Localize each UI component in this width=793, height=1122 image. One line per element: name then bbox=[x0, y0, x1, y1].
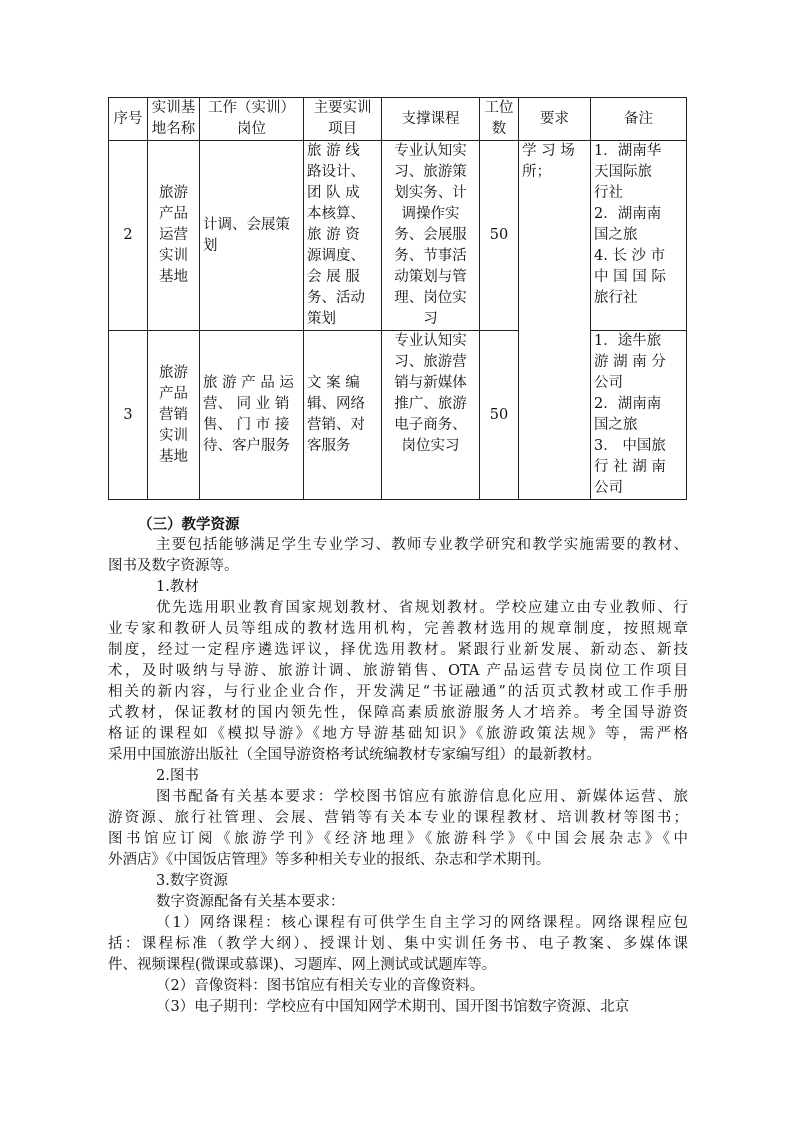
digital-item-3: （3）电子期刊：学校应有中国知网学术期刊、国开图书馆数字资源、北京 bbox=[156, 999, 630, 1015]
column-header bbox=[200, 98, 304, 141]
base-name-cell bbox=[148, 141, 200, 331]
training-base-table bbox=[108, 97, 687, 500]
table-row bbox=[109, 141, 687, 331]
cell-text-line: 营销、对 bbox=[307, 417, 365, 433]
cell-text-line: 计调、会展策 bbox=[203, 216, 290, 233]
cell-text-line: 动策划与管 bbox=[394, 269, 467, 285]
cell-text-line: 旅 游 产 品 运 bbox=[203, 375, 294, 391]
cell-text-line: 划实务、计 bbox=[394, 185, 467, 201]
cell-text-line: 理、岗位实 bbox=[394, 290, 467, 306]
cell-text-line: 基地 bbox=[159, 269, 188, 285]
column-header-text: 岗位 bbox=[237, 121, 266, 137]
note-cell bbox=[591, 141, 687, 331]
column-header-text: 支撑课程 bbox=[401, 110, 460, 127]
cell-text-line: 旅游 bbox=[159, 185, 188, 201]
cell-text-line: 辑、网络 bbox=[307, 396, 365, 412]
teaching-resources-section bbox=[108, 514, 688, 1018]
cell-text-line: 客服务 bbox=[307, 438, 351, 454]
column-header bbox=[591, 98, 687, 141]
books-paragraph bbox=[108, 787, 688, 871]
cell-text-line: 文 案 编 bbox=[307, 375, 360, 391]
paragraph-line: 图书及数字资源等。 bbox=[108, 558, 239, 574]
digital-item-2: （2）音像资料：图书馆应有相关专业的音像资料。 bbox=[156, 978, 485, 994]
column-header-text: 实训基 bbox=[151, 100, 196, 116]
cell-text-line: 公司 bbox=[594, 480, 623, 496]
column-header-text: 要求 bbox=[540, 110, 569, 127]
column-header-text: 项目 bbox=[328, 121, 357, 137]
cell-text-line: 销与新媒体 bbox=[394, 375, 467, 391]
cell-text-line: 待、客户服务 bbox=[203, 438, 290, 454]
cell-text-line: 习、旅游营 bbox=[394, 354, 467, 370]
paragraph-line: 优先选用职业教育国家规划教材、省规划教材。学校应建立由专业教师、行 bbox=[156, 600, 688, 616]
seat-count: 50 bbox=[480, 331, 519, 500]
cell-text-line: 习 bbox=[423, 311, 438, 327]
paragraph-line: 术，及时吸纳与导游、旅游计调、旅游销售、OTA 产品运营专员岗位工作项目 bbox=[108, 663, 688, 679]
paragraph-line: 采用中国旅游出版社（全国导游资格考试统编教材专家编写组）的最新教材。 bbox=[108, 747, 601, 763]
subsection-title-books: 2.图书 bbox=[156, 768, 199, 784]
note-cell bbox=[591, 331, 687, 500]
column-header-text: 备注 bbox=[624, 110, 653, 127]
cell-text-line: 团 队 成 bbox=[307, 185, 360, 201]
column-header bbox=[304, 98, 382, 141]
table-row bbox=[109, 331, 687, 500]
paragraph-line: 相关的新内容，与行业企业合作，开发满足“书证融通”的活页式教材或工作手册 bbox=[108, 684, 688, 700]
cell-text-line: 行 社 湖 南 bbox=[594, 459, 666, 475]
cell-text-line: 4. 长 沙 市 bbox=[594, 248, 666, 264]
course-cell bbox=[382, 141, 480, 331]
project-cell bbox=[304, 141, 382, 331]
column-header-text: 数 bbox=[491, 121, 507, 137]
cell-text-line: 习、旅游策 bbox=[394, 164, 467, 180]
column-header-text: 主要实训 bbox=[313, 100, 372, 116]
cell-text-line: 实训 bbox=[159, 248, 188, 264]
cell-text-line: 1．湖南华 bbox=[594, 143, 662, 159]
seat-count: 50 bbox=[480, 141, 519, 331]
paragraph-line: 业专家和教研人员等组成的教材选用机构，完善教材选用的规章制度，按照规章 bbox=[108, 621, 688, 637]
cell-text-line: 旅 游 线 bbox=[307, 143, 360, 159]
column-header-text: 工位 bbox=[484, 100, 514, 116]
column-header bbox=[382, 98, 480, 141]
cell-text-line: 旅 游 资 bbox=[307, 227, 360, 243]
cell-text-line: 2．湖南南 bbox=[594, 396, 662, 412]
subsection-title-digital: 3.数字资源 bbox=[156, 873, 228, 889]
column-header bbox=[148, 98, 200, 141]
cell-text-line: 售、 门 市 接 bbox=[203, 417, 290, 433]
cell-text-line: 营、 同 业 销 bbox=[203, 396, 290, 412]
paragraph-line: 格证的课程如《模拟导游》《地方导游基础知识》《旅游政策法规》等，需严格 bbox=[108, 726, 688, 742]
cell-text-line: 中 国 国 际 bbox=[594, 269, 666, 285]
cell-text-line: 所； bbox=[522, 164, 551, 180]
cell-text-line: 会 展 服 bbox=[307, 269, 360, 285]
cell-text-line: 游 湖 南 分 bbox=[594, 354, 666, 370]
cell-text-line: 1．途牛旅 bbox=[594, 333, 662, 349]
cell-text-line: 天国际旅 bbox=[594, 164, 652, 180]
column-header-text: 工作（实训） bbox=[208, 100, 295, 116]
cell-text-line: 学 习 场 bbox=[522, 143, 575, 159]
course-cell bbox=[382, 331, 480, 500]
cell-text-line: 推广、旅游 bbox=[394, 396, 467, 412]
cell-text-line: 营销 bbox=[159, 406, 188, 423]
paragraph-line: 主要包括能够满足学生专业学习、教师专业教学研究和教学实施需要的教材、 bbox=[156, 537, 688, 553]
cell-text-line: 专业认知实 bbox=[394, 333, 467, 349]
cell-text-line: 国之旅 bbox=[594, 417, 638, 433]
cell-text-line: 国之旅 bbox=[594, 227, 638, 243]
cell-text-line: 划 bbox=[203, 237, 218, 254]
cell-text-line: 旅行社 bbox=[594, 290, 638, 306]
column-header-text: 序号 bbox=[113, 110, 143, 127]
row-number: 3 bbox=[109, 331, 148, 500]
paragraph-line: 图书配备有关基本要求：学校图书馆应有旅游信息化应用、新媒体运营、旅 bbox=[156, 789, 688, 805]
cell-text-line: 务、会展服 bbox=[394, 227, 467, 243]
cell-text-line: 公司 bbox=[594, 375, 623, 391]
section-intro bbox=[108, 535, 688, 577]
digital-item-1 bbox=[108, 913, 688, 976]
paragraph-line: 外酒店》《中国饭店管理》等多种相关专业的报纸、杂志和学术期刊。 bbox=[108, 852, 551, 868]
textbooks-paragraph bbox=[108, 598, 688, 766]
cell-text-line: 实训 bbox=[159, 427, 188, 444]
paragraph-line: 件、视频课程(微课或慕课)、习题库、网上测试或试题库等。 bbox=[108, 957, 497, 973]
cell-text-line: 调操作实 bbox=[401, 206, 460, 222]
cell-text-line: 运营 bbox=[159, 227, 188, 243]
paragraph-line: （1）网络课程：核心课程有可供学生自主学习的网络课程。网络课程应包 bbox=[156, 915, 688, 931]
base-name-cell bbox=[148, 331, 200, 500]
subsection-title-textbooks: 1.教材 bbox=[156, 579, 199, 595]
cell-text-line: 电子商务、 bbox=[394, 417, 467, 433]
cell-text-line: 旅游 bbox=[159, 364, 188, 381]
cell-text-line: 策划 bbox=[307, 311, 336, 327]
row-number: 2 bbox=[109, 141, 148, 331]
cell-text-line: 岗位实习 bbox=[401, 438, 460, 454]
digital-intro: 数字资源配备有关基本要求： bbox=[156, 894, 345, 910]
table-header-row bbox=[109, 98, 687, 141]
cell-text-line: 专业认知实 bbox=[394, 143, 467, 159]
cell-text-line: 2．湖南南 bbox=[594, 206, 662, 222]
cell-text-line: 行社 bbox=[594, 185, 623, 201]
post-cell bbox=[200, 331, 304, 500]
paragraph-line: 式教材，保证教材的国内领先性，保障高素质旅游服务人才培养。考全国导游资 bbox=[108, 705, 688, 721]
column-header-text: 地名称 bbox=[151, 121, 196, 137]
requirement-cell bbox=[519, 141, 591, 500]
cell-text-line: 路设计、 bbox=[307, 164, 365, 180]
cell-text-line: 产品 bbox=[159, 385, 188, 402]
post-cell bbox=[200, 141, 304, 331]
paragraph-line: 游资源、旅行社管理、会展、营销等有关本专业的课程教材、培训教材等图书； bbox=[108, 810, 688, 826]
cell-text-line: 3． 中国旅 bbox=[594, 438, 666, 454]
project-cell bbox=[304, 331, 382, 500]
column-header bbox=[480, 98, 519, 141]
cell-text-line: 务、节事活 bbox=[394, 248, 467, 264]
column-header bbox=[519, 98, 591, 141]
paragraph-line: 图书馆应订阅《旅游学刊》《经济地理》《旅游科学》《中国会展杂志》《中 bbox=[108, 831, 688, 847]
cell-text-line: 务、活动 bbox=[307, 290, 365, 306]
cell-text-line: 基地 bbox=[159, 448, 188, 465]
paragraph-line: 制度，经过一定程序遴选评议，择优选用教材。紧跟行业新发展、新动态、新技 bbox=[108, 642, 688, 658]
cell-text-line: 本核算、 bbox=[307, 206, 365, 222]
paragraph-line: 括：课程标准（教学大纲）、授课计划、集中实训任务书、电子教案、多媒体课 bbox=[108, 936, 688, 952]
section-heading: （三）教学资源 bbox=[138, 516, 240, 533]
cell-text-line: 产品 bbox=[159, 206, 188, 222]
cell-text-line: 源调度、 bbox=[307, 248, 365, 264]
column-header bbox=[109, 98, 148, 141]
